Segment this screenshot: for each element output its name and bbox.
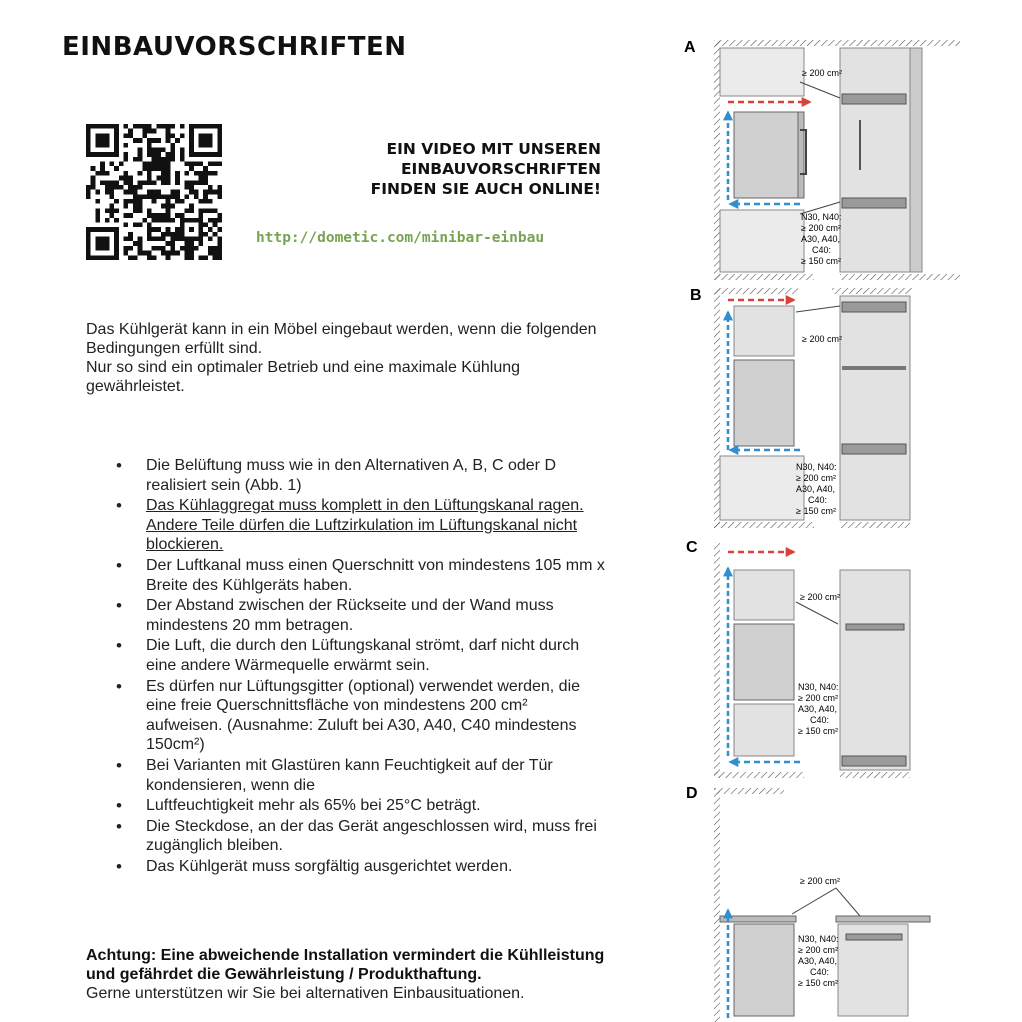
warning-note (86, 946, 626, 1003)
diagram-c (686, 539, 910, 778)
video-hint-line: EINBAUVORSCHRIFTEN (400, 160, 601, 178)
diagram-letter: C (686, 539, 698, 556)
video-hint-line: EIN VIDEO MIT UNSEREN (386, 140, 601, 158)
diagram-note: N30, N40: (796, 462, 837, 472)
list-item: • Die Belüftung muss wie in den Alternativen A, B, C oder D realisiert sein (Abb. 1) (86, 456, 606, 495)
list-item: • Bei Varianten mit Glastüren kann Feuchtigkeit auf der Tür kondensieren, wenn die (86, 756, 606, 795)
diagram-note: C40: (810, 967, 830, 977)
list-item: • Das Kühlgerät muss sorgfältig ausgerichtet werden. (86, 857, 606, 877)
diagram-note: ≥ 150 cm² (796, 506, 836, 516)
diagram-note: ≥ 150 cm² (801, 256, 841, 266)
intro-paragraph: Das Kühlgerät kann in ein Möbel eingebaut werden, wenn die folgenden Bedingungen erfüllt sind. (86, 321, 597, 357)
video-hint-line: FINDEN SIE AUCH ONLINE! (370, 180, 601, 198)
diagram-note: ≥ 200 cm² (798, 945, 838, 955)
diagram-note: ≥ 200 cm² (802, 68, 842, 78)
diagram-note: A30, A40, (801, 234, 841, 244)
list-item: • Der Abstand zwischen der Rückseite und der Wand muss mindestens 20 mm betragen. (86, 596, 606, 635)
diagram-letter: A (684, 39, 696, 56)
diagram-note: C40: (810, 715, 830, 725)
diagram-note: C40: (812, 245, 832, 255)
list-item: • Der Luftkanal muss einen Querschnitt von mindestens 105 mm x Breite des Kühlgeräts haben. (86, 556, 606, 595)
diagram-note: N30, N40: (801, 212, 842, 222)
diagram-note: A30, A40, (798, 956, 838, 966)
warning-normal: Gerne unterstützen wir Sie bei alternativen Einbausituationen. (86, 985, 525, 1002)
list-item: • Die Luft, die durch den Lüftungskanal strömt, darf nicht durch eine andere Wärmequelle erwärmt sein. (86, 636, 606, 675)
diagram-note: ≥ 200 cm² (798, 693, 838, 703)
intro-text (86, 320, 606, 396)
diagram-d (686, 785, 930, 1022)
list-item: • Luftfeuchtigkeit mehr als 65% bei 25°C beträgt. (86, 796, 606, 816)
diagram-note: ≥ 200 cm² (800, 592, 840, 602)
diagram-letter: B (690, 287, 702, 304)
diagram-note: ≥ 200 cm² (802, 334, 842, 344)
conditions-list (86, 456, 606, 877)
underlined-text: Das Kühlaggregat muss komplett in den Lüftungskanal ragen. Andere Teile dürfen die Luftzirkulation im Lüftungskanal nicht blockieren. (146, 497, 584, 554)
video-url-link[interactable]: http://dometic.com/minibar-einbau (256, 230, 545, 246)
diagram-note: C40: (808, 495, 828, 505)
list-item (86, 496, 606, 555)
diagram-note: ≥ 150 cm² (798, 726, 838, 736)
page-title: EINBAUVORSCHRIFTEN (62, 32, 407, 62)
diagram-note: A30, A40, (798, 704, 838, 714)
installation-diagrams (660, 30, 960, 1022)
diagram-a (684, 39, 960, 280)
diagram-note: ≥ 200 cm² (801, 223, 841, 233)
diagram-letter: D (686, 785, 698, 802)
diagram-note: N30, N40: (798, 934, 839, 944)
warning-bold: Achtung: Eine abweichende Installation vermindert die Kühlleistung und gefährdet die Gewährleistung / Produkthaftung. (86, 947, 605, 983)
diagram-note: ≥ 150 cm² (798, 978, 838, 988)
video-hint (300, 139, 601, 199)
diagram-note: ≥ 200 cm² (800, 876, 840, 886)
list-item: • Es dürfen nur Lüftungsgitter (optional) verwendet werden, die eine freie Querschnittsfläche von mindestens 200 cm² aufweisen. (Ausnahme: Zuluft bei A30, A40, C40 mindestens 150cm²) (86, 677, 606, 755)
list-item: • Die Steckdose, an der das Gerät angeschlossen wird, muss frei zugänglich bleiben. (86, 817, 606, 856)
diagram-note: ≥ 200 cm² (796, 473, 836, 483)
intro-paragraph: Nur so sind ein optimaler Betrieb und eine maximale Kühlung gewährleistet. (86, 359, 521, 395)
diagram-note: N30, N40: (798, 682, 839, 692)
qr-code-icon[interactable] (86, 124, 222, 260)
diagram-note: A30, A40, (796, 484, 836, 494)
diagram-b (690, 287, 912, 528)
